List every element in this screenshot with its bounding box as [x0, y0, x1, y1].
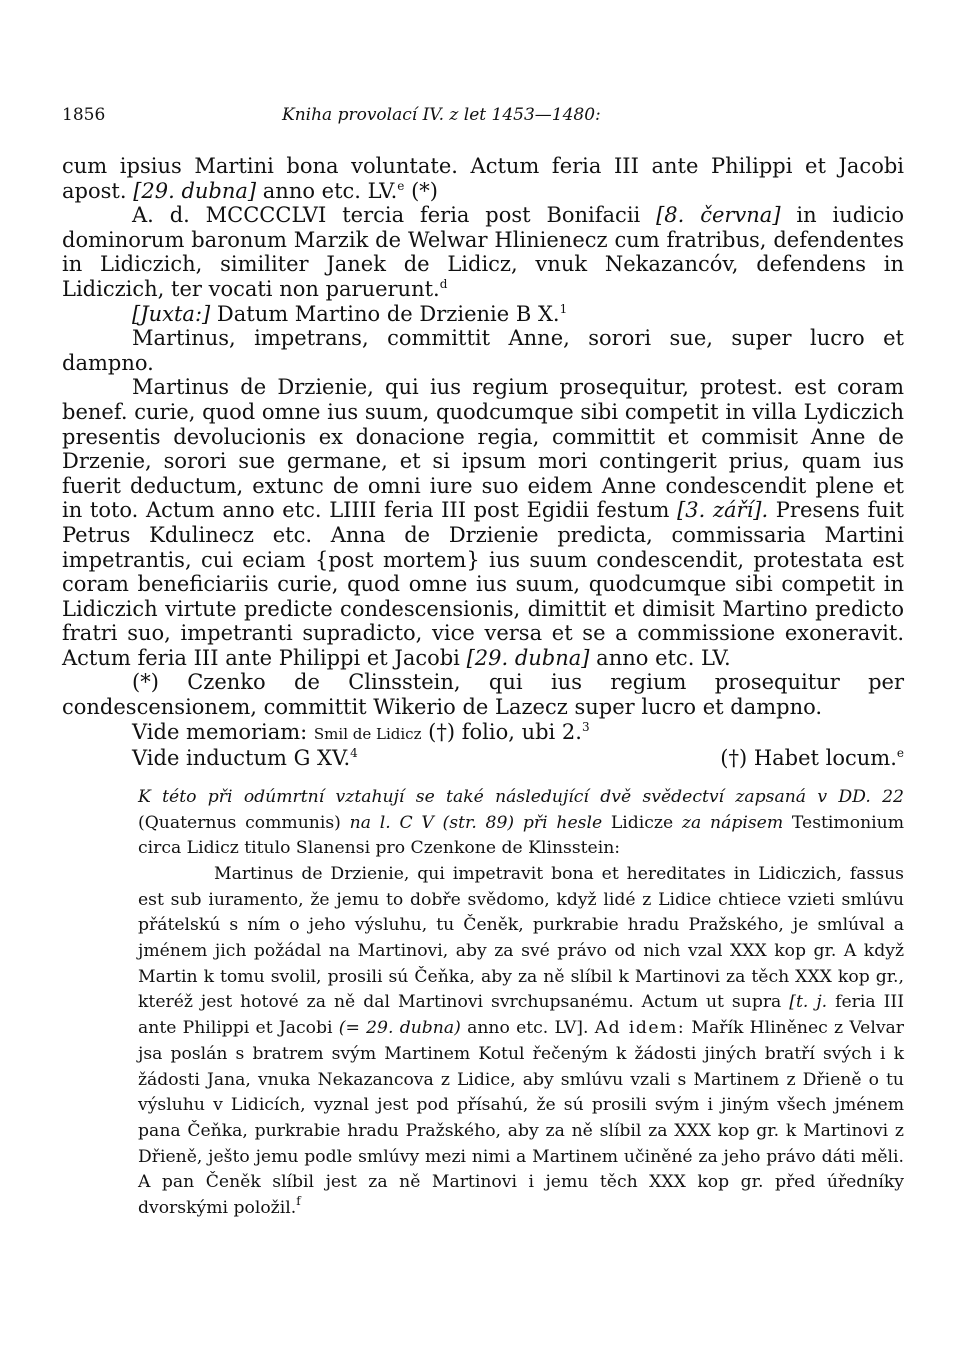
note-intro: K této při odúmrtní vztahují se také následující dvě svědectví zapsaná v DD. 22 (Quaternus communis) na l. C V (str. 89) při hesle Lidicze za nápisem Testimonium circa Lidicz titulo Slanensi pro Czenkone de Klinsstein:: [138, 786, 904, 859]
editorial-note: [62, 785, 904, 1222]
footnote-mark: 4: [350, 746, 358, 761]
running-header: [62, 104, 904, 126]
paragraph-5: Martinus de Drzienie, qui ius regium prosequitur, protest. est coram benef. curie, quod omne ius suum, quodcumque sibi competit in villa Lydiczich presentis devolucionis ex donacione regia, committit et commisit Anne de Drzenie, sorori sue germane, et si ipsum mori contingerit prius, quam ius fuerit deductum, extunc de omni iure suo eidem Anne condescendit plene et in toto. Actum anno etc. LIIII feria III post Egidii festum [3. září]. Presens fuit Petrus Kdulinecz etc. Anna de Drzienie predicta, commissaria Martini impetrantis, cui eciam {post mortem} ius suum condescendit, protestata est coram beneficiariis curie, quod omne ius suum, quodcumque sibi competit in Lidiczich virtute predicte condescensionis, dimittit et dimisit Martino predicto fratri suo, impetranti supradicto, vice versa et se a commissione exoneravit. Actum feria III ante Philippi et Jacobi [29. dubna] anno etc. LV.: [62, 375, 904, 670]
paragraph-4: Martinus, impetrans, committit Anne, sorori sue, super lucro et dampno.: [62, 326, 904, 375]
note-body: Martinus de Drzienie, qui impetravit bona et hereditates in Lidiczich, fassus est sub iuramento, že jemu to dobře svědomo, když lidé z Lidice chtiece vzieti smlúvu přátelskú s ním o jeho výsluhu, tu Čeněk, purkrabie hradu Pražského, je smlúval a jménem jich požádal na Martinovi, aby za své právo od nich vzal XXX kop gr. A když Martin k tomu svolil, prosili sú Čeňka, aby za ně slíbil k Martinovi za těch XXX kop gr., kteréž jest hotové za ně dal Martinovi svrchupsanému. Actum ut supra [t. j. feria III ante Philippi et Jacobi (= 29. dubna) anno etc. LV]. Ad idem: Mařík Hliněnec z Velvar jsa poslán s bratrem svým Martinem Kotul řečeným k žádosti jiných bratří svých i k žádosti Jana, vnuka Nekazancova z Lidice, aby smlúvu vzali s Martinem z Dřieně o tu výsluhu v Lidicích, vyznal jest pod přísahú, že sú prosili svým i jiným všech jménem pana Čeňka, purkrabie hradu Pražského, aby za ně slíbil za XXX kop gr. k Martinovi z Dřieně, ješto jemu podle smlúvy mezi nimi a Martinem učiněné za jeho právo dáti měli. A pan Čeněk slíbil jest za ně Martinovi i jemu těch XXX kop gr. před úředníky dvorskými položil.$^f$: [138, 863, 904, 1219]
page-number: 1856: [62, 105, 106, 125]
footnote-mark: d: [439, 276, 448, 291]
footnote-mark: f: [296, 1194, 301, 1209]
page: [62, 104, 904, 1222]
paragraph-3: [Juxta:] Datum Martino de Drzienie B X.$^1$: [132, 301, 568, 326]
main-text: [62, 154, 904, 771]
paragraph-7: Vide memoriam: Smil de Lidicz (†) folio, ubi 2.$^3$: [132, 719, 590, 744]
paragraph-1: cum ipsius Martini bona voluntate. Actum feria III ante Philippi et Jacobi apost. [29. dubna] anno etc. LV.$^e$ (*): [62, 154, 904, 203]
footnote-mark: e: [397, 178, 405, 193]
footnote-mark: 1: [559, 301, 568, 316]
footnote-mark: e: [896, 746, 904, 761]
footnote-mark: 3: [581, 719, 590, 734]
paragraph-2: A. d. MCCCCLVI tercia feria post Bonifacii [8. června] in iudicio dominorum baronum Marzik de Welwar Hlinienecz cum fratribus, defendentes in Lidiczich, similiter Janek de Lidicz, vnuk Nekazancóv, defendens in Lidiczich, ter vocati non paruerunt.$^d$: [62, 203, 905, 301]
paragraph-8: Vide inductum G XV.$^4$ (†) Habet locum.$^e$: [132, 746, 904, 771]
running-title: Kniha provolací IV. z let 1453—1480:: [282, 105, 601, 125]
paragraph-6: (*) Czenko de Clinsstein, qui ius regium prosequitur per condescensionem, committit Wikerio de Lazecz super lucro et dampno.: [62, 670, 904, 720]
